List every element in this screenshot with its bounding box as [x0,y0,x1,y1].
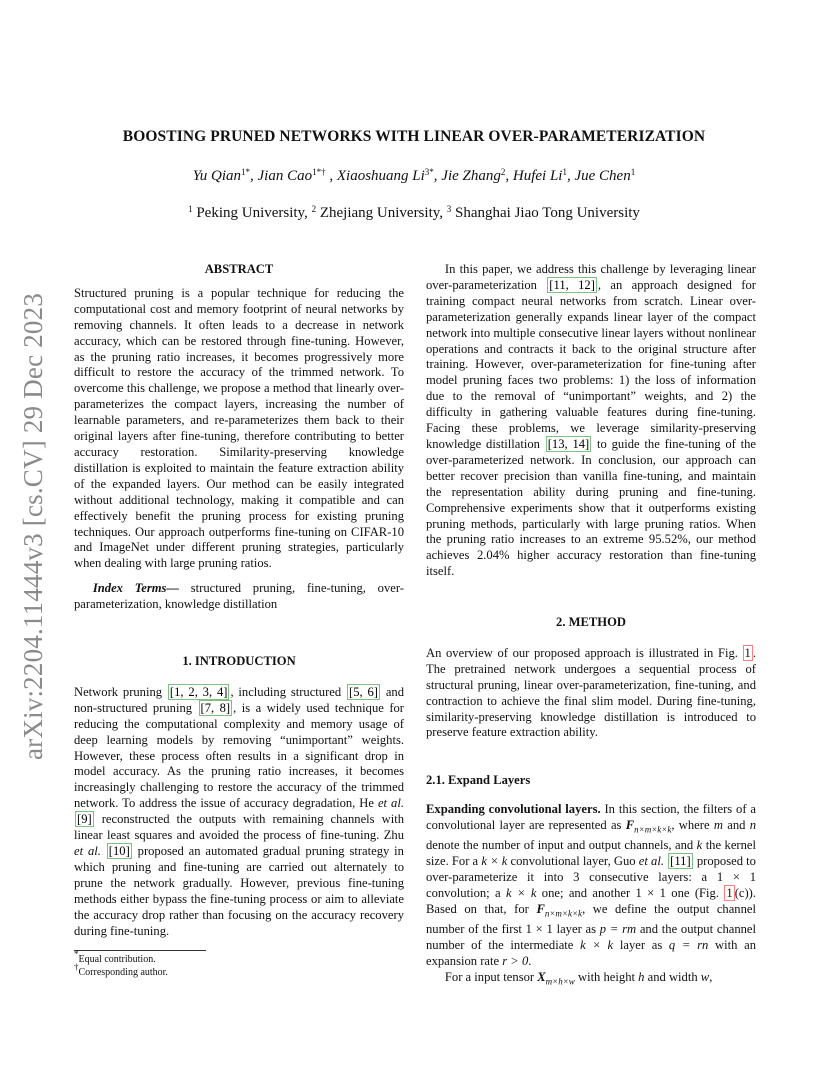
author: Jian Cao [257,168,313,184]
method-section [426,615,756,741]
paper-title: BOOSTING PRUNED NETWORKS WITH LINEAR OVER-PARAMETERIZATION [122,128,706,145]
footnote-divider [74,950,206,951]
author: Hufei Li [512,168,563,184]
author: Jie Zhang [441,168,501,184]
expand-layers-text-continued: For a input tensor $X_{m\times h\times w}$ with height h and width w, [444,970,713,987]
arxiv-identifier: arXiv:2204.11444v3 [cs.CV] 29 Dec 2023 [18,292,48,760]
footnote-corresponding: †Corresponding author. [74,962,168,978]
citation-link[interactable]: [1, 2, 3, 4] [169,684,228,699]
expand-layers-text: Expanding convolutional layers. In this section, the filters of a convolutional layer are represented as $F_{n\times m\times k\times k}$, where m and n denote the number of input and output channels, and k the kernel size. For a k × k convolutional layer, Guo et al. [11] proposed to over-parameterize it into 3 consecutive layers: a 1 × 1 convolution; a k × k one; and another 1 × 1 one (Fig. 1 (c)). Based on that, for $F_{n\times m\times k\times k}$, we define the output channel number of the first 1 × 1 layer as p = rm and the output channel number of the intermediate k × k layer as q = rn with an expansion rate r > 0. [426,801,757,969]
introduction-text: Network pruning [1, 2, 3, 4] , including structured [5, 6] and non-structured pruning [7, 8] , is a widely used technique for reducing the computational complexity and memory usage of deep learning models by removing “unimportant” weights. However, these process often results in a significant drop in model accuracy. As the pruning ratio increases, it becomes increasingly challenging to restore the accuracy of the trimmed network. To address the issue of accuracy degradation, He et al. [9] reconstructed the outputs with remaining channels with linear least squares and avoided the process of fine-tuning. Zhu et al. [10] proposed an automated gradual pruning strategy in which pruning and fine-tuning are carried out alternately to prune the network gradually. However, previous fine-tuning methods either bypass the fine-tuning process or aim to alleviate the accuracy drop rather than focusing on the accuracy recovery during fine-tuning. [74,684,405,938]
method-heading: 2. METHOD [556,615,626,629]
abstract-heading: ABSTRACT [204,262,274,276]
author: Xiaoshuang Li [336,168,425,184]
introduction-heading: 1. INTRODUCTION [182,654,296,668]
introduction-text: In this paper, we address this challenge by leveraging linear over-parameterization [11, 12] , an approach designed for training compact neural networks from scratch. Linear over-parameterization generally expands linear layer of the compact network into multiple consecutive linear layers without nonlinear operations and contracts it back to the original structure after training. However, over-parameterization for fine-tuning after model pruning faces two problems: 1) the loss of information due to the removal of “unimportant” weights, and 2) the difficulty in gathering valuable features during fine-tuning. Facing these problems, we leverage similarity-preserving knowledge distillation [13, 14] to guide the fine-tuning of the over-parameterized network. In conclusion, our approach can better recover precision than vanilla fine-tuning, and maintain the representation ability during pruning and fine-tuning. Comprehensive experiments show that it outperforms existing pruning methods, particularly with large pruning ratios. When the pruning ratio increases to an extreme 95.52%, our method achieves 2.04% higher accuracy restoration than fine-tuning itself. [426,262,756,579]
citation-link[interactable]: [5, 6] [349,684,378,699]
introduction-continued [426,262,756,580]
figure-link[interactable]: 1 [726,885,733,900]
citation-link[interactable]: [7, 8] [200,700,231,715]
citation-link[interactable]: [9] [77,812,92,827]
method-text: An overview of our proposed approach is illustrated in Fig. 1 . The pretrained network undergoes a sequential process of structural pruning, linear over-parameterization, fine-tuning, and contraction to achieve the final slim model. During fine-tuning, similarity-preserving knowledge distillation is introduced to preserve feature extraction ability. [426,645,756,740]
citation-link[interactable]: [10] [108,843,130,858]
author: Yu Qian [192,168,242,184]
citation-link[interactable]: [11, 12] [549,277,595,292]
author-list: Yu Qian$^{1*}$, Jian Cao$^{1*\dagger}$ , Xiaoshuang $Li^{3*}$, Jie Zhang$^2$, Hufei Li$^1$, Jue Chen$^1$ [192,167,636,184]
introduction-section [74,654,404,939]
footnote-equal: *Equal contribution. [74,949,156,965]
expand-layers-section [426,773,756,990]
abstract-text: Structured pruning is a popular technique for reducing the computational cost and memory footprint of neural networks by removing channels. It often leads to a decrease in network accuracy, which can be restored through fine-tuning. However, as the pruning ratio increases, it becomes progressively more difficult to restore the accuracy of the trimmed network. To overcome this challenge, we propose a method that linearly over-parameterizes the compact layers, increasing the number of learnable parameters, and re-parameterizes them back to their original layers after fine-tuning, therefore contributing to better accuracy restoration. Similarity-preserving knowledge distillation is exploited to maintain the feature extraction ability of the expanded layers. Our method can be easily integrated without additional technology, making it compatible and can effectively benefit the pruning process for existing pruning techniques. Our approach outperforms fine-tuning on CIFAR-10 and ImageNet under different pruning strategies, particularly when dealing with large pruning ratios. [74,285,404,571]
index-terms: Index Terms— structured pruning, fine-tuning, over-parameterization, knowledge distillation [74,581,404,612]
author: Jue Chen [574,168,631,184]
abstract-section [74,262,404,613]
affiliations: $^1$ Peking University, $^2$ Zhejiang University, $^3$ Shanghai Jiao Tong University [188,204,640,221]
citation-link[interactable]: [13, 14] [547,436,590,451]
subsection-heading: 2.1. Expand Layers [426,773,531,787]
citation-link[interactable]: [11] [670,854,691,869]
figure-link[interactable]: 1 [744,645,751,660]
